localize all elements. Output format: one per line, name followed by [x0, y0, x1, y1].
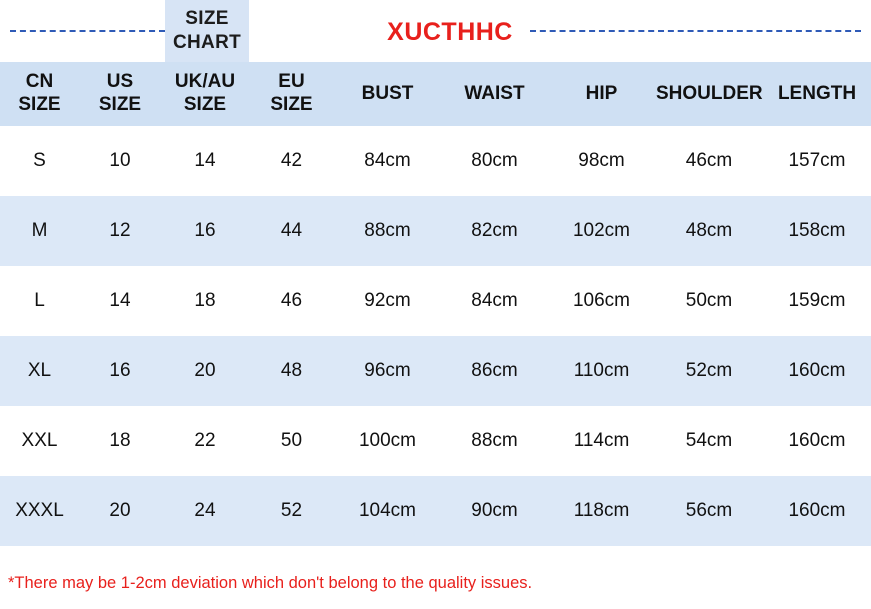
cell-us-size: 20	[79, 476, 161, 546]
cell-length: 158cm	[763, 196, 871, 266]
size-table-body	[0, 126, 871, 546]
cell-bust: 100cm	[334, 406, 441, 476]
cell-eu-size: 46	[249, 266, 334, 336]
cell-waist: 82cm	[441, 196, 548, 266]
cell-bust: 88cm	[334, 196, 441, 266]
table-row	[0, 126, 871, 196]
cell-waist: 88cm	[441, 406, 548, 476]
cell-eu-size: 52	[249, 476, 334, 546]
cell-length: 160cm	[763, 406, 871, 476]
cell-cn-size: S	[0, 126, 79, 196]
column-header-cn-size-line2: SIZE	[18, 94, 61, 115]
cell-length: 159cm	[763, 266, 871, 336]
cell-length: 157cm	[763, 126, 871, 196]
column-header-us-size-line2: SIZE	[98, 94, 142, 115]
cell-shoulder: 46cm	[655, 126, 763, 196]
column-header-uk-au-size	[161, 62, 249, 126]
column-header-uk-au-size-line1: UK/AU	[174, 71, 236, 93]
dashed-rule-left	[10, 30, 165, 32]
column-header-length: LENGTH	[763, 62, 871, 126]
size-chart-title-line2: CHART	[173, 32, 241, 53]
cell-hip: 118cm	[548, 476, 655, 546]
cell-waist: 84cm	[441, 266, 548, 336]
table-row	[0, 196, 871, 266]
deviation-footnote: *There may be 1-2cm deviation which don't belong to the quality issues.	[8, 574, 533, 592]
cell-eu-size: 48	[249, 336, 334, 406]
column-header-bust: BUST	[334, 62, 441, 126]
cell-uk-au-size: 22	[161, 406, 249, 476]
cell-uk-au-size: 18	[161, 266, 249, 336]
cell-hip: 114cm	[548, 406, 655, 476]
column-header-shoulder: SHOULDER	[655, 62, 763, 126]
cell-hip: 110cm	[548, 336, 655, 406]
cell-uk-au-size: 14	[161, 126, 249, 196]
column-header-cn-size-line1: CN	[25, 71, 54, 93]
cell-us-size: 10	[79, 126, 161, 196]
table-row	[0, 406, 871, 476]
cell-us-size: 14	[79, 266, 161, 336]
column-header-eu-size	[249, 62, 334, 126]
cell-eu-size: 50	[249, 406, 334, 476]
cell-shoulder: 52cm	[655, 336, 763, 406]
cell-us-size: 12	[79, 196, 161, 266]
header-row	[0, 62, 871, 126]
cell-hip: 106cm	[548, 266, 655, 336]
table-row	[0, 336, 871, 406]
column-header-hip: HIP	[548, 62, 655, 126]
cell-bust: 96cm	[334, 336, 441, 406]
cell-shoulder: 48cm	[655, 196, 763, 266]
size-table-header	[0, 62, 871, 126]
table-row	[0, 266, 871, 336]
size-chart-title-box	[165, 0, 249, 62]
cell-waist: 80cm	[441, 126, 548, 196]
cell-cn-size: XXXL	[0, 476, 79, 546]
column-header-us-size-line1: US	[106, 71, 134, 93]
chart-banner	[0, 0, 871, 62]
cell-uk-au-size: 16	[161, 196, 249, 266]
cell-length: 160cm	[763, 476, 871, 546]
size-table	[0, 62, 871, 546]
cell-uk-au-size: 20	[161, 336, 249, 406]
cell-uk-au-size: 24	[161, 476, 249, 546]
cell-shoulder: 56cm	[655, 476, 763, 546]
cell-shoulder: 54cm	[655, 406, 763, 476]
cell-waist: 86cm	[441, 336, 548, 406]
dashed-rule-right	[530, 30, 861, 32]
cell-bust: 104cm	[334, 476, 441, 546]
cell-waist: 90cm	[441, 476, 548, 546]
cell-cn-size: XXL	[0, 406, 79, 476]
cell-eu-size: 44	[249, 196, 334, 266]
cell-us-size: 16	[79, 336, 161, 406]
cell-us-size: 18	[79, 406, 161, 476]
column-header-uk-au-size-line2: SIZE	[183, 94, 227, 115]
column-header-eu-size-line2: SIZE	[270, 94, 313, 115]
cell-bust: 92cm	[334, 266, 441, 336]
cell-hip: 98cm	[548, 126, 655, 196]
cell-bust: 84cm	[334, 126, 441, 196]
column-header-waist: WAIST	[441, 62, 548, 126]
cell-cn-size: XL	[0, 336, 79, 406]
table-row	[0, 476, 871, 546]
cell-cn-size: M	[0, 196, 79, 266]
cell-hip: 102cm	[548, 196, 655, 266]
size-chart-title-line1: SIZE	[185, 8, 229, 30]
cell-length: 160cm	[763, 336, 871, 406]
brand-name: XUCTHHC	[387, 18, 513, 46]
cell-shoulder: 50cm	[655, 266, 763, 336]
column-header-us-size	[79, 62, 161, 126]
column-header-eu-size-line1: EU	[278, 71, 305, 93]
cell-eu-size: 42	[249, 126, 334, 196]
column-header-cn-size	[0, 62, 79, 126]
cell-cn-size: L	[0, 266, 79, 336]
